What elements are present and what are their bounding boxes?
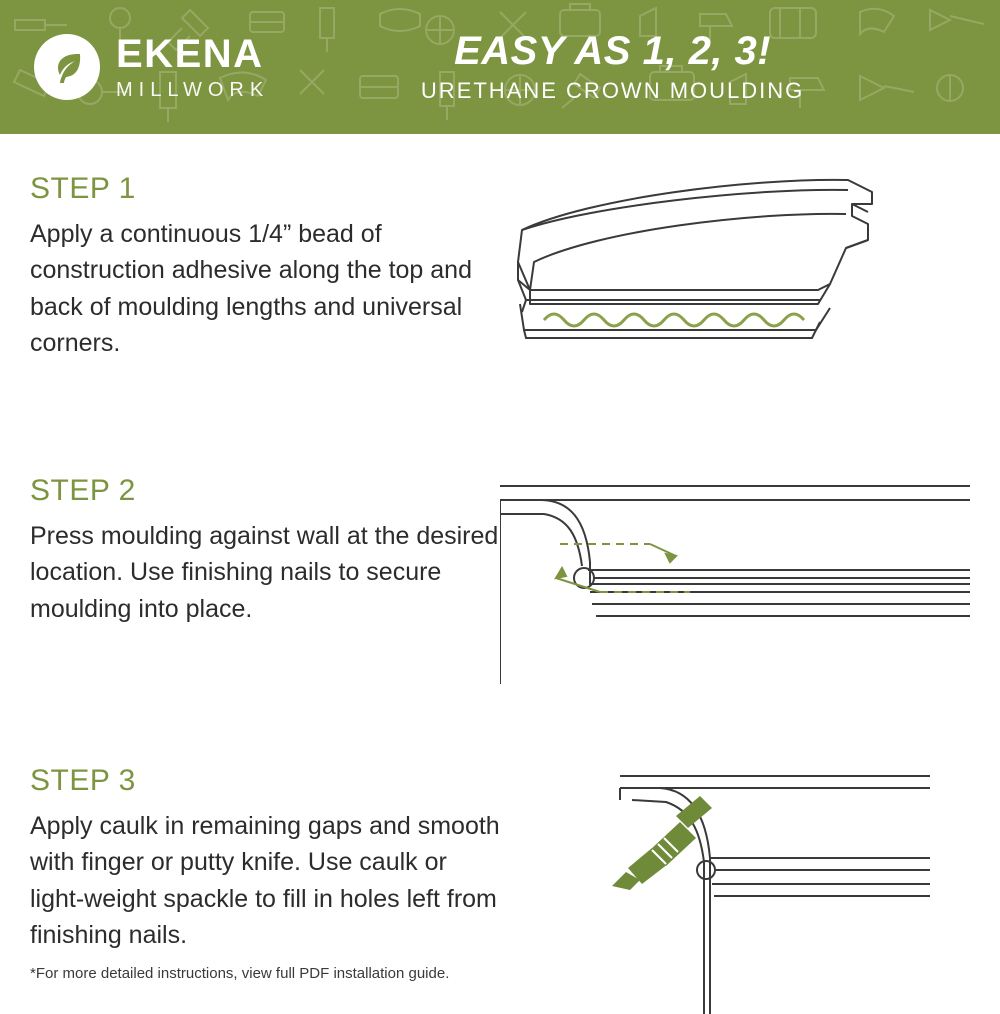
leaf-in-circle-icon: [34, 34, 100, 100]
step-3-body: Apply caulk in remaining gaps and smooth with finger or putty knife. Use caulk or light-weight spackle to fill in holes left from finishing nails.: [30, 812, 500, 949]
adhesive-bead: [544, 314, 804, 326]
steps-container: [0, 172, 1000, 1004]
page-title: EASY AS 1, 2, 3!: [454, 29, 772, 73]
step-1: [30, 172, 970, 422]
step-2-illustration: [500, 474, 970, 684]
footnote: *For more detailed instructions, view full PDF installation guide.: [30, 965, 450, 982]
step-3-illustration: [500, 764, 970, 1014]
step-3-title: STEP 3: [30, 764, 136, 797]
brand-name: EKENA: [116, 32, 264, 76]
page-header: [0, 0, 1000, 134]
step-2: [30, 474, 970, 724]
step-1-illustration: [500, 172, 970, 362]
page-subtitle: URETHANE CROWN MOULDING: [420, 78, 805, 103]
step-2-body: Press moulding against wall at the desired location. Use finishing nails to secure moulding into place.: [30, 522, 499, 623]
brand-subname: MILLWORK: [116, 79, 270, 101]
step-2-title: STEP 2: [30, 474, 136, 507]
step-1-title: STEP 1: [30, 172, 136, 205]
brand-logo: [34, 34, 269, 100]
step-1-body: Apply a continuous 1/4” bead of construction adhesive along the top and back of moulding lengths and universal corners.: [30, 220, 472, 357]
caulk-gun-icon: [612, 796, 712, 890]
